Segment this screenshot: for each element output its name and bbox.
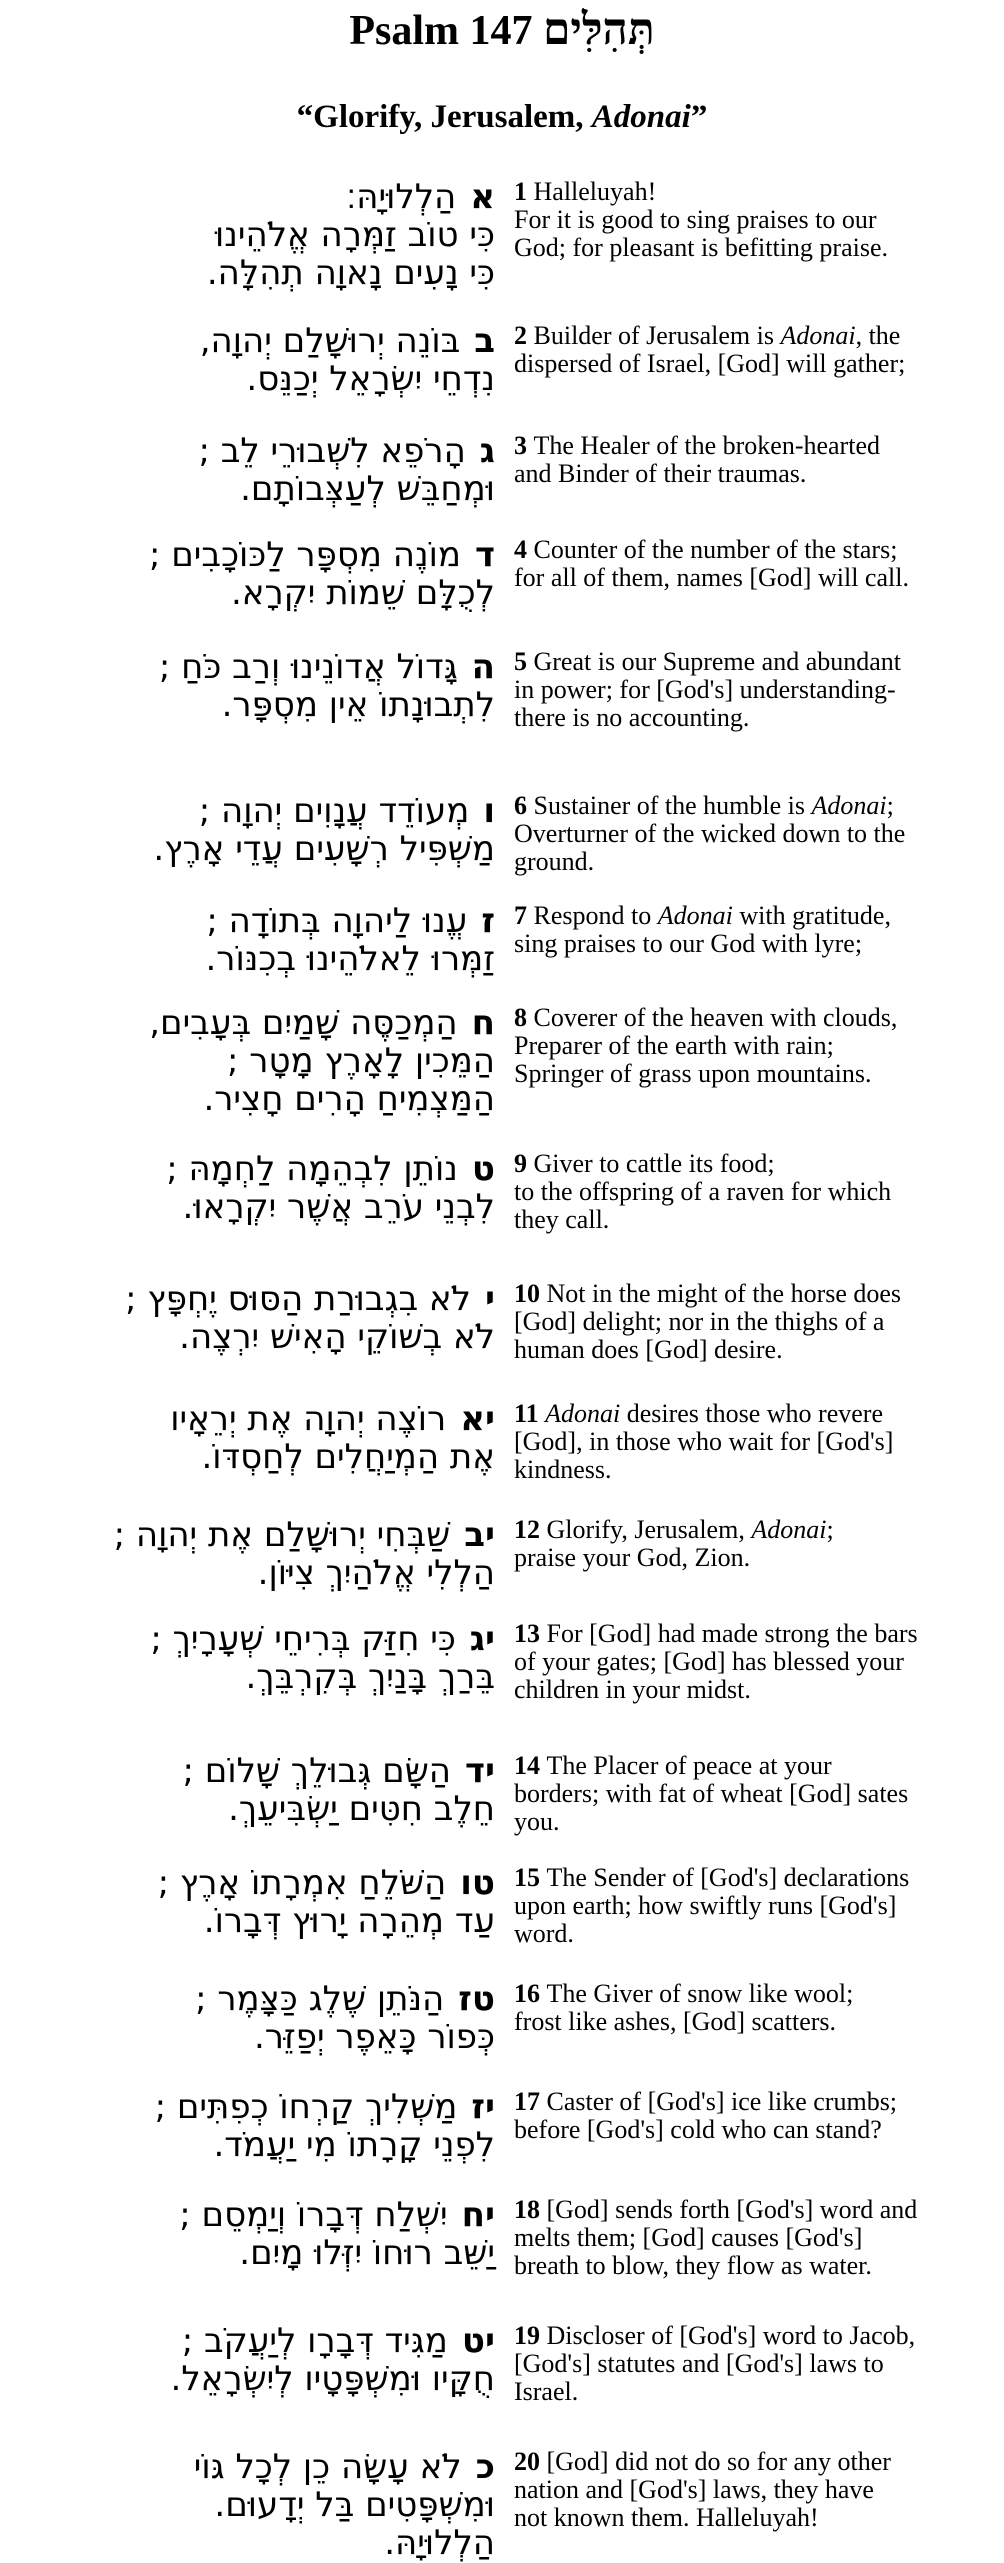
english-line: 3 The Healer of the broken-hearted (514, 431, 880, 460)
hebrew-verse-number: ד (475, 535, 495, 575)
hebrew-line (40, 1280, 495, 1318)
hebrew-line-text: יַשֵּׁב רוּחוֹ יִזְּלוּ מָיִם. (239, 2233, 495, 2273)
hebrew-line (40, 648, 495, 686)
verse-number: 12 (514, 1515, 547, 1544)
hebrew-line-text: כִּי חִזַּק בְּרִיחֵי שְׁעָרָיִךְ ; (150, 1619, 456, 1659)
hebrew-text (40, 902, 495, 978)
english-line: For it is good to sing praises to our (514, 205, 877, 234)
hebrew-line-text: לֹא בִגְבוּרַת הַסּוּס יֶחְפָּץ ; (125, 1279, 471, 1319)
hebrew-text (40, 2196, 495, 2272)
hebrew-line-text: לֹא בְשׁוֹקֵי הָאִישׁ יִרְצֶה. (179, 1317, 495, 1357)
hebrew-line-text: לֹא עָשָׂה כֵן לְכָל גּוֹי (193, 2447, 462, 2487)
hebrew-text (40, 1280, 495, 1356)
hebrew-line (40, 254, 495, 292)
english-text (514, 902, 994, 958)
verse-number: 2 (514, 321, 534, 350)
hebrew-line (40, 1318, 495, 1356)
verse-number: 11 (514, 1399, 546, 1428)
hebrew-line (40, 2448, 495, 2486)
english-line: 20 [God] did not do so for any other (514, 2447, 891, 2476)
verse-number: 14 (514, 1751, 547, 1780)
hebrew-line (40, 2234, 495, 2272)
hebrew-line (40, 1150, 495, 1188)
hebrew-line-text: כִּי נָעִים נָאוָה תְהִלָּה. (206, 253, 495, 293)
english-line: breath to blow, they flow as water. (514, 2251, 872, 2280)
english-line: 15 The Sender of [God's] declarations (514, 1863, 910, 1892)
hebrew-line (40, 1438, 495, 1476)
hebrew-verse-number: יח (461, 2195, 495, 2235)
english-text (514, 536, 994, 592)
hebrew-line (40, 574, 495, 612)
english-line: 18 [God] sends forth [God's] word and (514, 2195, 918, 2224)
hebrew-line (40, 2524, 495, 2562)
hebrew-line (40, 1400, 495, 1438)
hebrew-line-text: רוֹצֶה יְהוָה אֶת יְרֵאָיו (170, 1399, 447, 1439)
hebrew-line-text: מַשְׁלִיךְ קַרְחוֹ כְפִתִּים ; (154, 2087, 458, 2127)
hebrew-line (40, 1980, 495, 2018)
english-line: human does [God] desire. (514, 1335, 783, 1364)
english-line: 11 Adonai desires those who revere (514, 1399, 883, 1428)
hebrew-text (40, 432, 495, 508)
hebrew-line (40, 322, 495, 360)
verse-number: 6 (514, 791, 534, 820)
english-text (514, 792, 994, 876)
english-line: in power; for [God's] understanding- (514, 675, 896, 704)
english-line: nation and [God's] laws, they have (514, 2475, 874, 2504)
hebrew-line (40, 1554, 495, 1592)
hebrew-line-text: וּמִשְׁפָּטִים בַּל יְדָעוּם. (214, 2485, 495, 2525)
english-line: not known them. Halleluyah! (514, 2503, 819, 2532)
hebrew-line-text: בּוֹנֵה יְרוּשָׁלַם יְהוָה, (199, 321, 461, 361)
english-text (514, 432, 994, 488)
hebrew-line (40, 2322, 495, 2360)
english-line: of your gates; [God] has blessed your (514, 1647, 904, 1676)
hebrew-verse-number: ג (479, 431, 495, 471)
english-line: before [God's] cold who can stand? (514, 2115, 882, 2144)
hebrew-text (40, 1400, 495, 1476)
english-text (514, 2196, 994, 2280)
hebrew-line-text: מַגִּיד דְּבָרָו לְיַעֲקֹב ; (181, 2321, 448, 2361)
hebrew-line (40, 1620, 495, 1658)
english-line: kindness. (514, 1455, 612, 1484)
hebrew-line (40, 470, 495, 508)
verse-number: 7 (514, 901, 534, 930)
hebrew-line (40, 1188, 495, 1226)
english-line: to the offspring of a raven for which (514, 1177, 892, 1206)
english-line: 8 Coverer of the heaven with clouds, (514, 1003, 898, 1032)
english-line: [God's] statutes and [God's] laws to (514, 2349, 884, 2378)
verse-number: 4 (514, 535, 534, 564)
hebrew-line-text: מוֹנֶה מִסְפָּר לַכּוֹכָבִים ; (148, 535, 461, 575)
english-line: 9 Giver to cattle its food; (514, 1149, 775, 1178)
verse-number: 15 (514, 1863, 547, 1892)
english-line: ground. (514, 847, 595, 876)
hebrew-line (40, 1752, 495, 1790)
hebrew-verse-number: כ (475, 2447, 495, 2487)
hebrew-line (40, 1658, 495, 1696)
hebrew-text (40, 322, 495, 398)
hebrew-line-text: הָרֹפֵא לִשְׁבוּרֵי לֵב ; (198, 431, 466, 471)
english-text (514, 1620, 994, 1704)
english-line: upon earth; how swiftly runs [God's] (514, 1891, 897, 1920)
hebrew-line-text: הַלְלִי אֱלֹהַיִךְ צִיּוֹן. (257, 1553, 495, 1593)
english-line: and Binder of their traumas. (514, 459, 807, 488)
english-line: Overturner of the wicked down to the (514, 819, 906, 848)
hebrew-line (40, 940, 495, 978)
english-text (514, 2322, 994, 2406)
hebrew-verse-number: ה (471, 647, 495, 687)
hebrew-line-text: הַלְלוּיָהּ. (384, 2523, 495, 2563)
hebrew-text (40, 1752, 495, 1828)
verse-number: 17 (514, 2087, 547, 2116)
english-line: 12 Glorify, Jerusalem, Adonai; (514, 1515, 834, 1544)
hebrew-verse-number: יא (460, 1399, 495, 1439)
hebrew-line (40, 2018, 495, 2056)
subtitle-suffix: ” (690, 99, 708, 135)
hebrew-line (40, 1902, 495, 1940)
hebrew-line (40, 830, 495, 868)
english-line: borders; with fat of wheat [God] sates (514, 1779, 909, 1808)
english-line: 4 Counter of the number of the stars; (514, 535, 898, 564)
english-text (514, 1400, 994, 1484)
hebrew-line-text: שַׁבְּחִי יְרוּשָׁלַם אֶת יְהוָה ; (113, 1515, 451, 1555)
hebrew-line-text: הַשָּׂם גְּבוּלֵךְ שָׁלוֹם ; (182, 1751, 451, 1791)
hebrew-line-text: יִשְׁלַח דְּבָרוֹ וְיַמְסֵם ; (179, 2195, 448, 2235)
hebrew-verse-number: ח (471, 1003, 495, 1043)
verse-number: 13 (514, 1619, 547, 1648)
hebrew-line-text: נוֹתֵן לִבְהֵמָה לַחְמָהּ ; (166, 1149, 458, 1189)
hebrew-line-text: לְכֻלָּם שֵׁמוֹת יִקְרָא. (230, 573, 495, 613)
hebrew-text (40, 792, 495, 868)
hebrew-line (40, 792, 495, 830)
hebrew-line (40, 1004, 495, 1042)
english-text (514, 178, 994, 262)
title-hebrew: תְּהִלִּים (542, 5, 655, 54)
english-text (514, 1280, 994, 1364)
english-line: God; for pleasant is befitting praise. (514, 233, 889, 262)
english-line: word. (514, 1919, 574, 1948)
hebrew-line (40, 902, 495, 940)
english-text (514, 1864, 994, 1948)
hebrew-line-text: נִדְחֵי יִשְׂרָאֵל יְכַנֵּס. (246, 359, 495, 399)
hebrew-line (40, 2088, 495, 2126)
hebrew-line (40, 360, 495, 398)
english-line: sing praises to our God with lyre; (514, 929, 863, 958)
english-text (514, 322, 994, 378)
hebrew-verse-number: יד (465, 1751, 495, 1791)
english-line: Springer of grass upon mountains. (514, 1059, 872, 1088)
hebrew-verse-number: ו (483, 791, 495, 831)
hebrew-line-text: הַמַּצְמִיחַ הָרִים חָצִיר. (203, 1079, 495, 1119)
english-line: melts them; [God] causes [God's] (514, 2223, 863, 2252)
hebrew-line (40, 2486, 495, 2524)
hebrew-line (40, 1516, 495, 1554)
verse-number: 8 (514, 1003, 534, 1032)
hebrew-verse-number: ט (471, 1149, 495, 1189)
english-text (514, 2088, 994, 2144)
hebrew-text (40, 536, 495, 612)
hebrew-line-text: עֱנוּ לַיהוָה בְּתוֹדָה ; (206, 901, 468, 941)
hebrew-line-text: הַנֹּתֵן שֶׁלֶג כַּצָּמֶר ; (195, 1979, 445, 2019)
english-line: frost like ashes, [God] scatters. (514, 2007, 837, 2036)
english-text (514, 1980, 994, 2036)
hebrew-line-text: הַלְלוּיָהּ׃ (346, 177, 457, 217)
english-line: 16 The Giver of snow like wool; (514, 1979, 854, 2008)
hebrew-line (40, 1790, 495, 1828)
english-line: 6 Sustainer of the humble is Adonai; (514, 791, 894, 820)
verse-number: 9 (514, 1149, 534, 1178)
hebrew-verse-number: יז (471, 2087, 495, 2127)
hebrew-line (40, 2126, 495, 2164)
hebrew-text (40, 1980, 495, 2056)
hebrew-verse-number: טו (460, 1863, 495, 1903)
hebrew-text (40, 1150, 495, 1226)
verse-number: 10 (514, 1279, 547, 1308)
hebrew-verse-number: א (470, 177, 495, 217)
verse-number: 1 (514, 177, 534, 206)
english-text (514, 1752, 994, 1836)
hebrew-line-text: אֶת הַמְיַחֲלִים לְחַסְדּוֹ. (201, 1437, 495, 1477)
hebrew-line-text: עַד מְהֵרָה יָרוּץ דְּבָרוֹ. (203, 1901, 495, 1941)
hebrew-line-text: כְּפוֹר כָּאֵפֶר יְפַזֵּר. (253, 2017, 495, 2057)
english-line: 14 The Placer of peace at your (514, 1751, 832, 1780)
hebrew-verse-number: יג (469, 1619, 495, 1659)
verse-number: 19 (514, 2321, 547, 2350)
english-line: for all of them, names [God] will call. (514, 563, 909, 592)
subtitle-italic: Adonai (591, 99, 691, 135)
hebrew-text (40, 1004, 495, 1118)
hebrew-text (40, 1516, 495, 1592)
hebrew-verse-number: יב (464, 1515, 495, 1555)
hebrew-line-text: הַשֹּׁלֵחַ אִמְרָתוֹ אָרֶץ ; (157, 1863, 447, 1903)
english-line: 19 Discloser of [God's] word to Jacob, (514, 2321, 916, 2350)
hebrew-verse-number: טז (458, 1979, 495, 2019)
english-line: children in your midst. (514, 1675, 751, 1704)
hebrew-line-text: גָּדוֹל אֲדוֹנֵינוּ וְרַב כֹּחַ ; (158, 647, 458, 687)
english-line: Preparer of the earth with rain; (514, 1031, 834, 1060)
hebrew-line (40, 1042, 495, 1080)
hebrew-line (40, 216, 495, 254)
hebrew-line (40, 2196, 495, 2234)
hebrew-line-text: לִתְבוּנָתוֹ אֵין מִסְפָּר. (221, 685, 495, 725)
hebrew-text (40, 2448, 495, 2562)
hebrew-verse-number: י (484, 1279, 495, 1319)
english-line: 13 For [God] had made strong the bars (514, 1619, 918, 1648)
english-line: they call. (514, 1205, 610, 1234)
hebrew-line-text: וּמְחַבֵּשׁ לְעַצְּבוֹתָם. (240, 469, 495, 509)
english-text (514, 1004, 994, 1088)
verse-number: 3 (514, 431, 534, 460)
english-line: [God], in those who wait for [God's] (514, 1427, 894, 1456)
english-line: 10 Not in the might of the horse does (514, 1279, 902, 1308)
hebrew-line-text: כִּי טוֹב זַמְּרָה אֱלֹהֵינוּ (215, 215, 495, 255)
hebrew-line-text: מַשְׁפִּיל רְשָׁעִים עֲדֵי אָרֶץ. (153, 829, 495, 869)
hebrew-line-text: הַמֵּכִין לָאָרֶץ מָטָר ; (227, 1041, 495, 1081)
hebrew-line-text: לִבְנֵי עֹרֵב אֲשֶׁר יִקְרָאוּ. (182, 1187, 495, 1227)
hebrew-line-text: זַמְּרוּ לֵאלֹהֵינוּ בְכִנּוֹר. (205, 939, 495, 979)
hebrew-line-text: חֻקָּיו וּמִשְׁפָּטָיו לְיִשְׂרָאֵל. (170, 2359, 495, 2399)
title-english: Psalm 147 (349, 8, 533, 54)
hebrew-text (40, 178, 495, 292)
hebrew-text (40, 2322, 495, 2398)
verse-number: 16 (514, 1979, 547, 2008)
hebrew-line (40, 1080, 495, 1118)
hebrew-line-text: חֵלֶב חִטִּים יַשְׂבִּיעֵךְ. (228, 1789, 495, 1829)
english-line: 17 Caster of [God's] ice like crumbs; (514, 2087, 898, 2116)
hebrew-line-text: הַמְכַסֶּה שָׁמַיִם בְּעָבִים, (149, 1003, 458, 1043)
hebrew-verse-number: יט (461, 2321, 495, 2361)
english-line: dispersed of Israel, [God] will gather; (514, 349, 906, 378)
hebrew-line (40, 536, 495, 574)
verse-number: 5 (514, 647, 534, 676)
hebrew-verse-number: ב (474, 321, 495, 361)
english-line: 5 Great is our Supreme and abundant (514, 647, 902, 676)
hebrew-line (40, 432, 495, 470)
hebrew-text (40, 1620, 495, 1696)
hebrew-line (40, 686, 495, 724)
hebrew-line (40, 178, 495, 216)
english-text (514, 1516, 994, 1572)
english-line: praise your God, Zion. (514, 1543, 751, 1572)
hebrew-text (40, 2088, 495, 2164)
hebrew-line-text: מְעוֹדֵד עֲנָוִים יְהוָה ; (198, 791, 470, 831)
hebrew-line-text: לִפְנֵי קָרָתוֹ מִי יַעֲמֹד. (213, 2125, 495, 2165)
english-line: [God] delight; nor in the thighs of a (514, 1307, 885, 1336)
verse-number: 18 (514, 2195, 547, 2224)
hebrew-text (40, 648, 495, 724)
english-text (514, 648, 994, 732)
english-line: you. (514, 1807, 560, 1836)
english-line: Israel. (514, 2377, 579, 2406)
english-line: there is no accounting. (514, 703, 750, 732)
subtitle-prefix: “Glorify, Jerusalem, (296, 99, 592, 135)
hebrew-text (40, 1864, 495, 1940)
hebrew-line-text: בֵּרַךְ בָּנַיִךְ בְּקִרְבֵּךְ. (245, 1657, 495, 1697)
english-line: 7 Respond to Adonai with gratitude, (514, 901, 891, 930)
english-line: 1 Halleluyah! (514, 177, 657, 206)
hebrew-line (40, 2360, 495, 2398)
english-text (514, 2448, 994, 2532)
hebrew-verse-number: ז (481, 901, 495, 941)
verse-number: 20 (514, 2447, 547, 2476)
english-text (514, 1150, 994, 1234)
hebrew-line (40, 1864, 495, 1902)
english-line: 2 Builder of Jerusalem is Adonai, the (514, 321, 901, 350)
